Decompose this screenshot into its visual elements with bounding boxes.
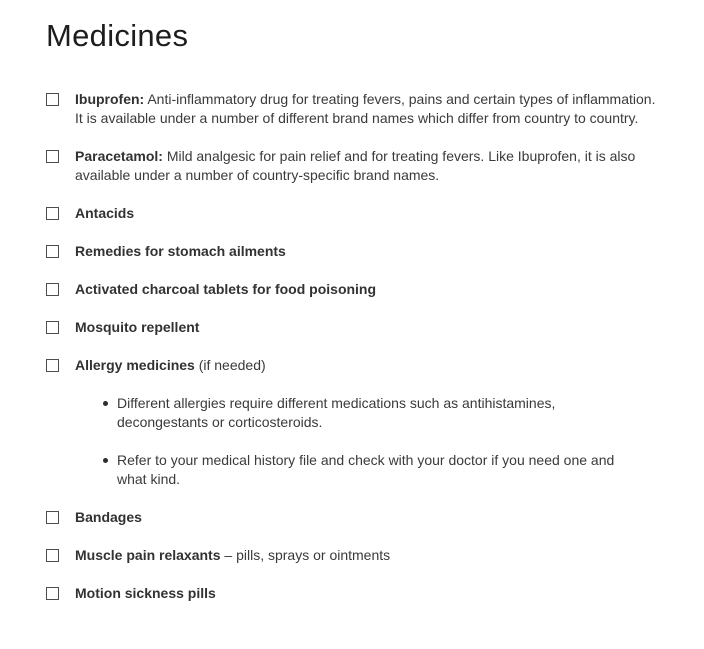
page-title: Medicines <box>46 18 189 53</box>
checklist-item <box>46 204 658 223</box>
checkbox-unchecked-icon[interactable] <box>46 150 59 163</box>
checklist-item-body <box>75 546 390 565</box>
item-label: Ibuprofen: <box>75 91 145 107</box>
checkbox-unchecked-icon[interactable] <box>46 283 59 296</box>
item-description: Anti-inflammatory drug for treating fevers, pains and certain types of inflammation. It is available under a number of different brand names which differ from country to country. <box>75 91 656 126</box>
checkbox-unchecked-icon[interactable] <box>46 321 59 334</box>
checklist-item-body <box>75 90 657 128</box>
checklist-item <box>46 584 658 603</box>
checklist-item-body <box>75 356 643 489</box>
item-label: Mosquito repellent <box>75 319 200 335</box>
item-label: Antacids <box>75 205 135 221</box>
checklist-item <box>46 90 658 128</box>
checklist-item <box>46 546 658 565</box>
item-label: Paracetamol: <box>75 148 163 164</box>
checklist-item-body <box>75 584 216 603</box>
checklist-item-text <box>75 508 142 527</box>
sub-bullet-text: Refer to your medical history file and check with your doctor if you need one and what kind. <box>117 452 615 487</box>
checkbox-unchecked-icon[interactable] <box>46 359 59 372</box>
checklist-item <box>46 356 658 489</box>
allergy-sub-bullet-list <box>75 394 643 489</box>
checklist-item-text <box>75 90 657 128</box>
checklist-item-text <box>75 584 216 603</box>
checkbox-unchecked-icon[interactable] <box>46 549 59 562</box>
checklist-item <box>46 280 658 299</box>
sub-bullet-text: Different allergies require different medications such as antihistamines, decongestants or corticosteroids. <box>117 395 556 430</box>
sub-bullet-item <box>103 394 643 432</box>
checkbox-unchecked-icon[interactable] <box>46 245 59 258</box>
item-description: – pills, sprays or ointments <box>220 547 391 563</box>
checklist-item-text <box>75 546 390 565</box>
item-label: Remedies for stomach ailments <box>75 243 286 259</box>
item-label: Activated charcoal tablets for food poisoning <box>75 281 377 297</box>
item-label: Motion sickness pills <box>75 585 216 601</box>
checklist-item-text <box>75 318 199 337</box>
checklist-item <box>46 318 658 337</box>
checklist-item-text <box>75 204 134 223</box>
item-description: Mild analgesic for pain relief and for treating fevers. Like Ibuprofen, it is also available under a number of country-specific brand names. <box>75 148 636 183</box>
checklist-item-body <box>75 147 657 185</box>
checklist-item-body <box>75 508 142 527</box>
checklist-item-text <box>75 356 643 375</box>
item-label: Allergy medicines <box>75 357 195 373</box>
checklist-item-body <box>75 280 376 299</box>
checklist-item-text <box>75 242 286 261</box>
bullet-icon <box>103 401 108 406</box>
checklist-item-body <box>75 204 134 223</box>
checkbox-unchecked-icon[interactable] <box>46 207 59 220</box>
item-label: Muscle pain relaxants <box>75 547 221 563</box>
checkbox-unchecked-icon[interactable] <box>46 511 59 524</box>
item-label: Bandages <box>75 509 142 525</box>
checklist-item-body <box>75 242 286 261</box>
checklist-item <box>46 242 658 261</box>
sub-bullet-item <box>103 451 643 489</box>
item-description: (if needed) <box>194 357 266 373</box>
checklist-item-text <box>75 147 657 185</box>
checkbox-unchecked-icon[interactable] <box>46 93 59 106</box>
bullet-icon <box>103 458 108 463</box>
checklist-item-body <box>75 318 199 337</box>
medicines-checklist <box>46 90 658 603</box>
checklist-item <box>46 508 658 527</box>
checkbox-unchecked-icon[interactable] <box>46 587 59 600</box>
checklist-item-text <box>75 280 376 299</box>
checklist-item <box>46 147 658 185</box>
